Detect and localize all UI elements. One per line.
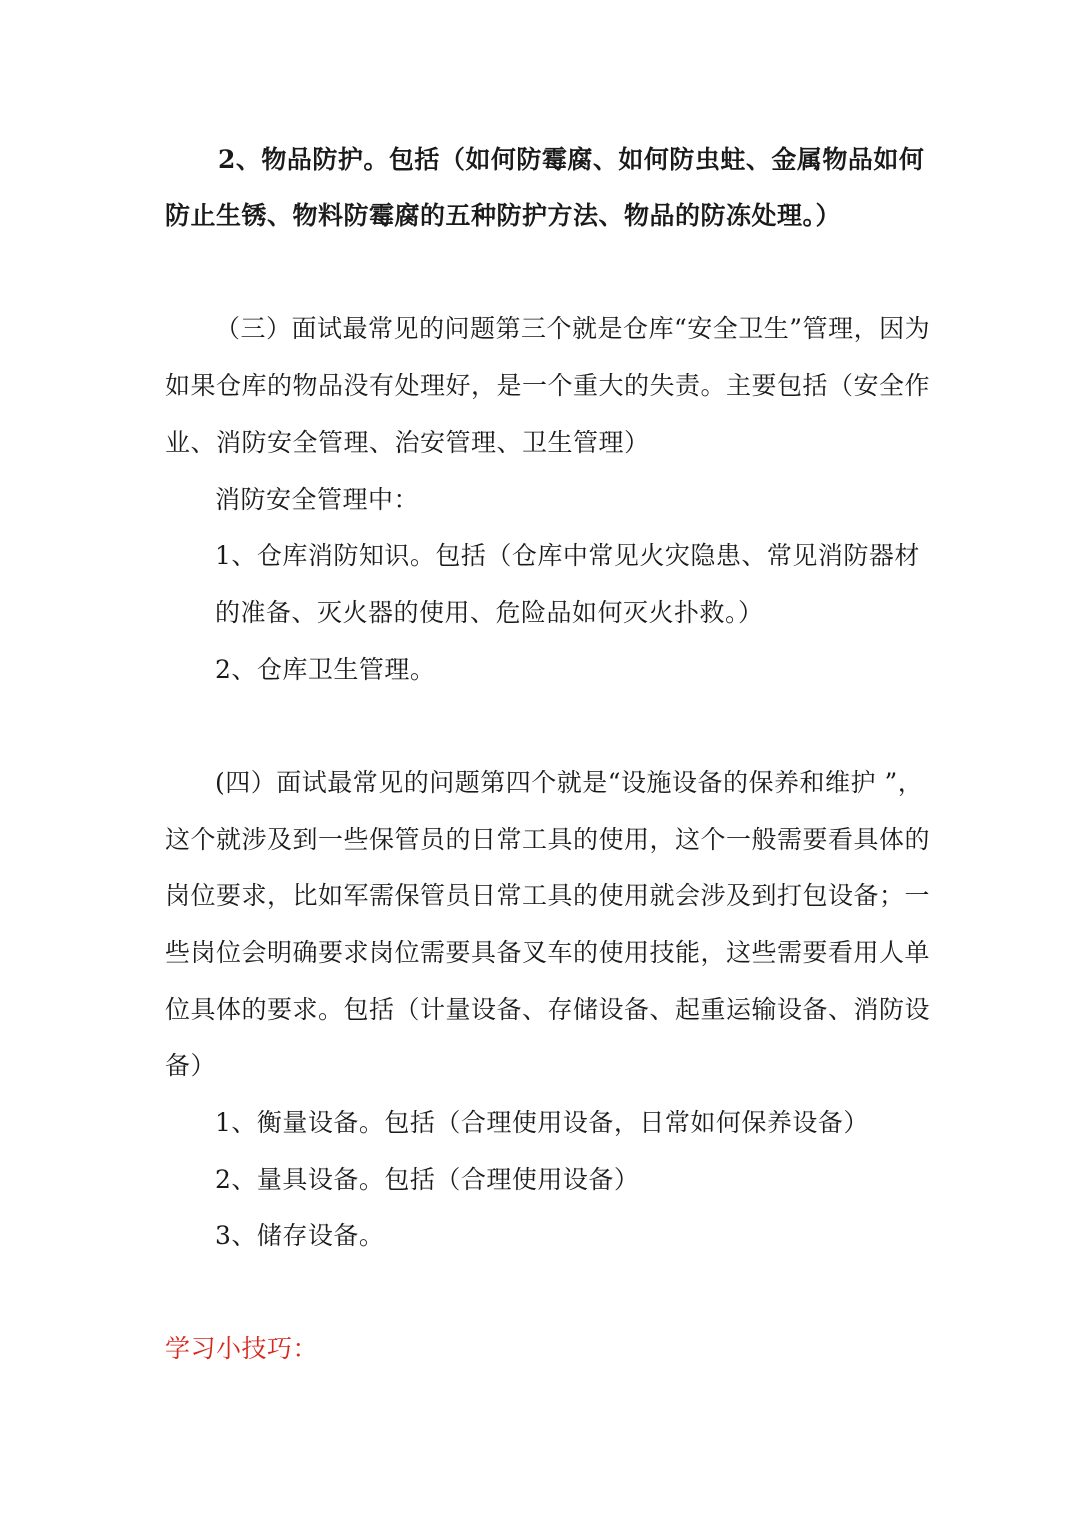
measuring-equipment-item: 2、量具设备。包括（合理使用设备） xyxy=(215,1165,640,1194)
fire-knowledge-item-line-2: 的准备、灭火器的使用、危险品如何灭火扑救。） xyxy=(215,598,764,627)
section-four-line-1: (四）面试最常见的问题第四个就是“设施设备的保养和维护 ”， xyxy=(215,768,924,797)
section-four-line-3: 岗位要求，比如军需保管员日常工具的使用就会涉及到打包设备；一 xyxy=(165,881,931,910)
storage-equipment-item: 3、储存设备。 xyxy=(215,1221,385,1250)
tips-heading: 学习小技巧： xyxy=(165,1334,319,1363)
protection-line-2: 防止生锈、物料防霉腐的五种防护方法、物品的防冻处理。） xyxy=(165,201,842,230)
section-three-line-2: 如果仓库的物品没有处理好，是一个重大的失责。主要包括（安全作 xyxy=(165,371,931,400)
hygiene-item: 2、仓库卫生管理。 xyxy=(215,655,436,684)
section-four-line-2: 这个就涉及到一些保管员的日常工具的使用，这个一般需要看具体的 xyxy=(165,825,931,854)
weighing-equipment-item: 1、衡量设备。包括（合理使用设备，日常如何保养设备） xyxy=(215,1108,869,1137)
section-four-line-4: 些岗位会明确要求岗位需要具备叉车的使用技能，这些需要看用人单 xyxy=(165,938,931,967)
section-four-line-6: 备） xyxy=(165,1051,217,1080)
section-four-line-5: 位具体的要求。包括（计量设备、存储设备、起重运输设备、消防设 xyxy=(165,995,931,1024)
fire-knowledge-item-line-1: 1、仓库消防知识。包括（仓库中常见火灾隐患、常见消防器材 xyxy=(215,541,920,570)
protection-line-1: 2、物品防护。包括（如何防霉腐、如何防虫蛀、金属物品如何 xyxy=(218,145,925,174)
fire-safety-subheading: 消防安全管理中： xyxy=(215,485,420,514)
section-three-line-1: （三）面试最常见的问题第三个就是仓库“安全卫生”管理，因为 xyxy=(215,314,931,343)
section-three-line-3: 业、消防安全管理、治安管理、卫生管理） xyxy=(165,428,650,457)
